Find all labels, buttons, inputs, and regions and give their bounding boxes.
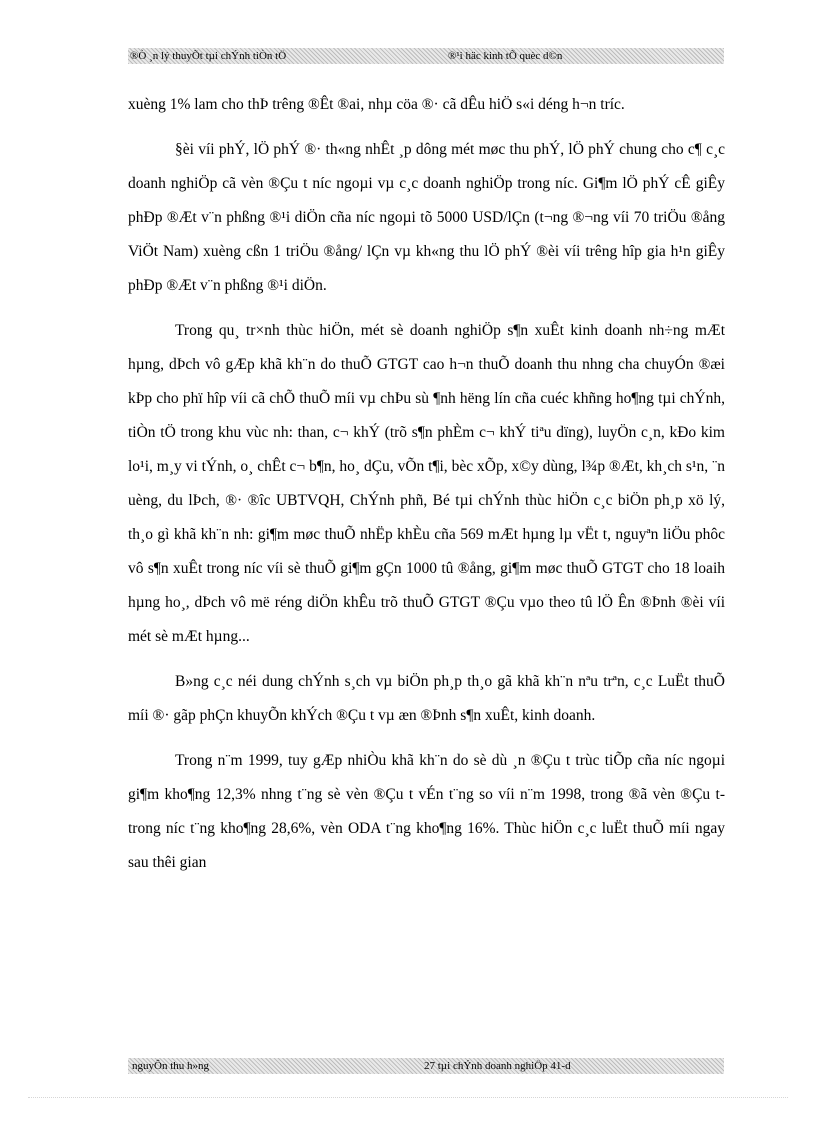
page-footer bbox=[128, 1058, 724, 1074]
paragraph-5: Trong n¨m 1999, tuy gÆp nhiÒu khã kh¨n do sè dù ¸n ®Çu t trùc tiÕp cña níc ngoµi gi¶m kho¶ng 12,3% nhng t¨ng sè vèn ®Çu t vÉn t¨ng so víi n¨m 1998, trong ®ã vèn ®Çu t trong níc t¨ng kho¶ng 28,6%, vèn ODA t¨ng kho¶ng 16%. Thùc hiÖn c¸c luËt thuÕ míi ngay sau thêi gian bbox=[128, 752, 725, 871]
footer-left-text: nguyÔn thu h»ng bbox=[132, 1060, 209, 1072]
paragraph-3: Trong qu¸ tr×nh thùc hiÖn, mét sè doanh nghiÖp s¶n xuÊt kinh doanh nh÷ng mÆt hµng, dÞch vô gÆp khã kh¨n do thuÕ GTGT cao h¬n thuÕ doanh thu nhng cha chuyÓn ®æi kÞp cho phï hîp víi cã chÕ thuÕ míi vµ chÞu sù ¶nh hëng lín cña cuéc khñng ho¶ng tµi chÝnh, tiÒn tÖ trong khu vùc nh: than, c¬ khÝ (trõ s¶n phÈm c¬ khÝ tiªu dïng), luyÖn c¸n, kÐo kim lo¹i, m¸y vi tÝnh, o¸ chÊt c¬ b¶n, ho¸ dÇu, vÕn t¶i, bèc xÕp, x©y dùng, l¾p ®Æt, kh¸ch s¹n, ¨n uèng, du lÞch, ®· ®îc UBTVQH, ChÝnh phñ, Bé tµi chÝnh thùc hiÖn c¸c biÖn ph¸p xö lý, th¸o gì khã kh¨n nh: gi¶m møc thuÕ nhËp khÈu cña 569 mÆt hµng lµ vËt t, nguyªn liÖu phôc vô s¶n xuÊt trong níc víi sè thuÕ gi¶m gÇn 1000 tû ®ång, gi¶m møc thuÕ GTGT cho 18 loaih hµng ho¸, dÞch vô më réng diÖn khÊu trõ thuÕ GTGT ®Çu vµo theo tû lÖ Ên ®Þnh ®èi víi mét sè mÆt hµng... bbox=[128, 322, 725, 645]
paragraph-1: xuèng 1% lam cho thÞ trêng ®Êt ®ai, nhµ cöa ®· cã dÊu hiÖ s«i déng h¬n tríc. bbox=[128, 96, 625, 113]
header-right-text: ®¹i häc kinh tÕ quèc d©n bbox=[448, 50, 563, 62]
footer-right-text: 27 tµi chÝnh doanh nghiÖp 41-d bbox=[424, 1060, 571, 1072]
page-header bbox=[128, 48, 724, 64]
document-body bbox=[128, 88, 725, 891]
page-bottom-divider bbox=[28, 1097, 788, 1098]
paragraph-4: B»ng c¸c néi dung chÝnh s¸ch vµ biÖn ph¸p th¸o gã khã kh¨n nªu trªn, c¸c LuËt thuÕ míi ®· gãp phÇn khuyÕn khÝch ®Çu t vµ æn ®Þnh s¶n xuÊt, kinh doanh. bbox=[128, 673, 725, 724]
header-left-text: ®Ò ¸n lý thuyÕt tµi chÝnh tiÒn tÖ bbox=[130, 50, 287, 62]
paragraph-2: §èi víi phÝ, lÖ phÝ ®· th«ng nhÊt ¸p dông mét møc thu phÝ, lÖ phÝ chung cho c¶ c¸c doanh nghiÖp cã vèn ®Çu t níc ngoµi vµ c¸c doanh nghiÖp trong níc. Gi¶m lÖ phÝ cÊ giÊy phÐp ®Æt v¨n phßng ®¹i diÖn cña níc ngoµi tõ 5000 USD/lÇn (t¬ng ®¬ng víi 70 triÖu ®ång ViÖt Nam) xuèng cßn 1 triÖu ®ång/ lÇn vµ kh«ng thu lÖ phÝ ®èi víi trêng hîp gia h¹n giÊy phÐp ®Æt v¨n phßng ®¹i diÖn. bbox=[128, 141, 725, 294]
